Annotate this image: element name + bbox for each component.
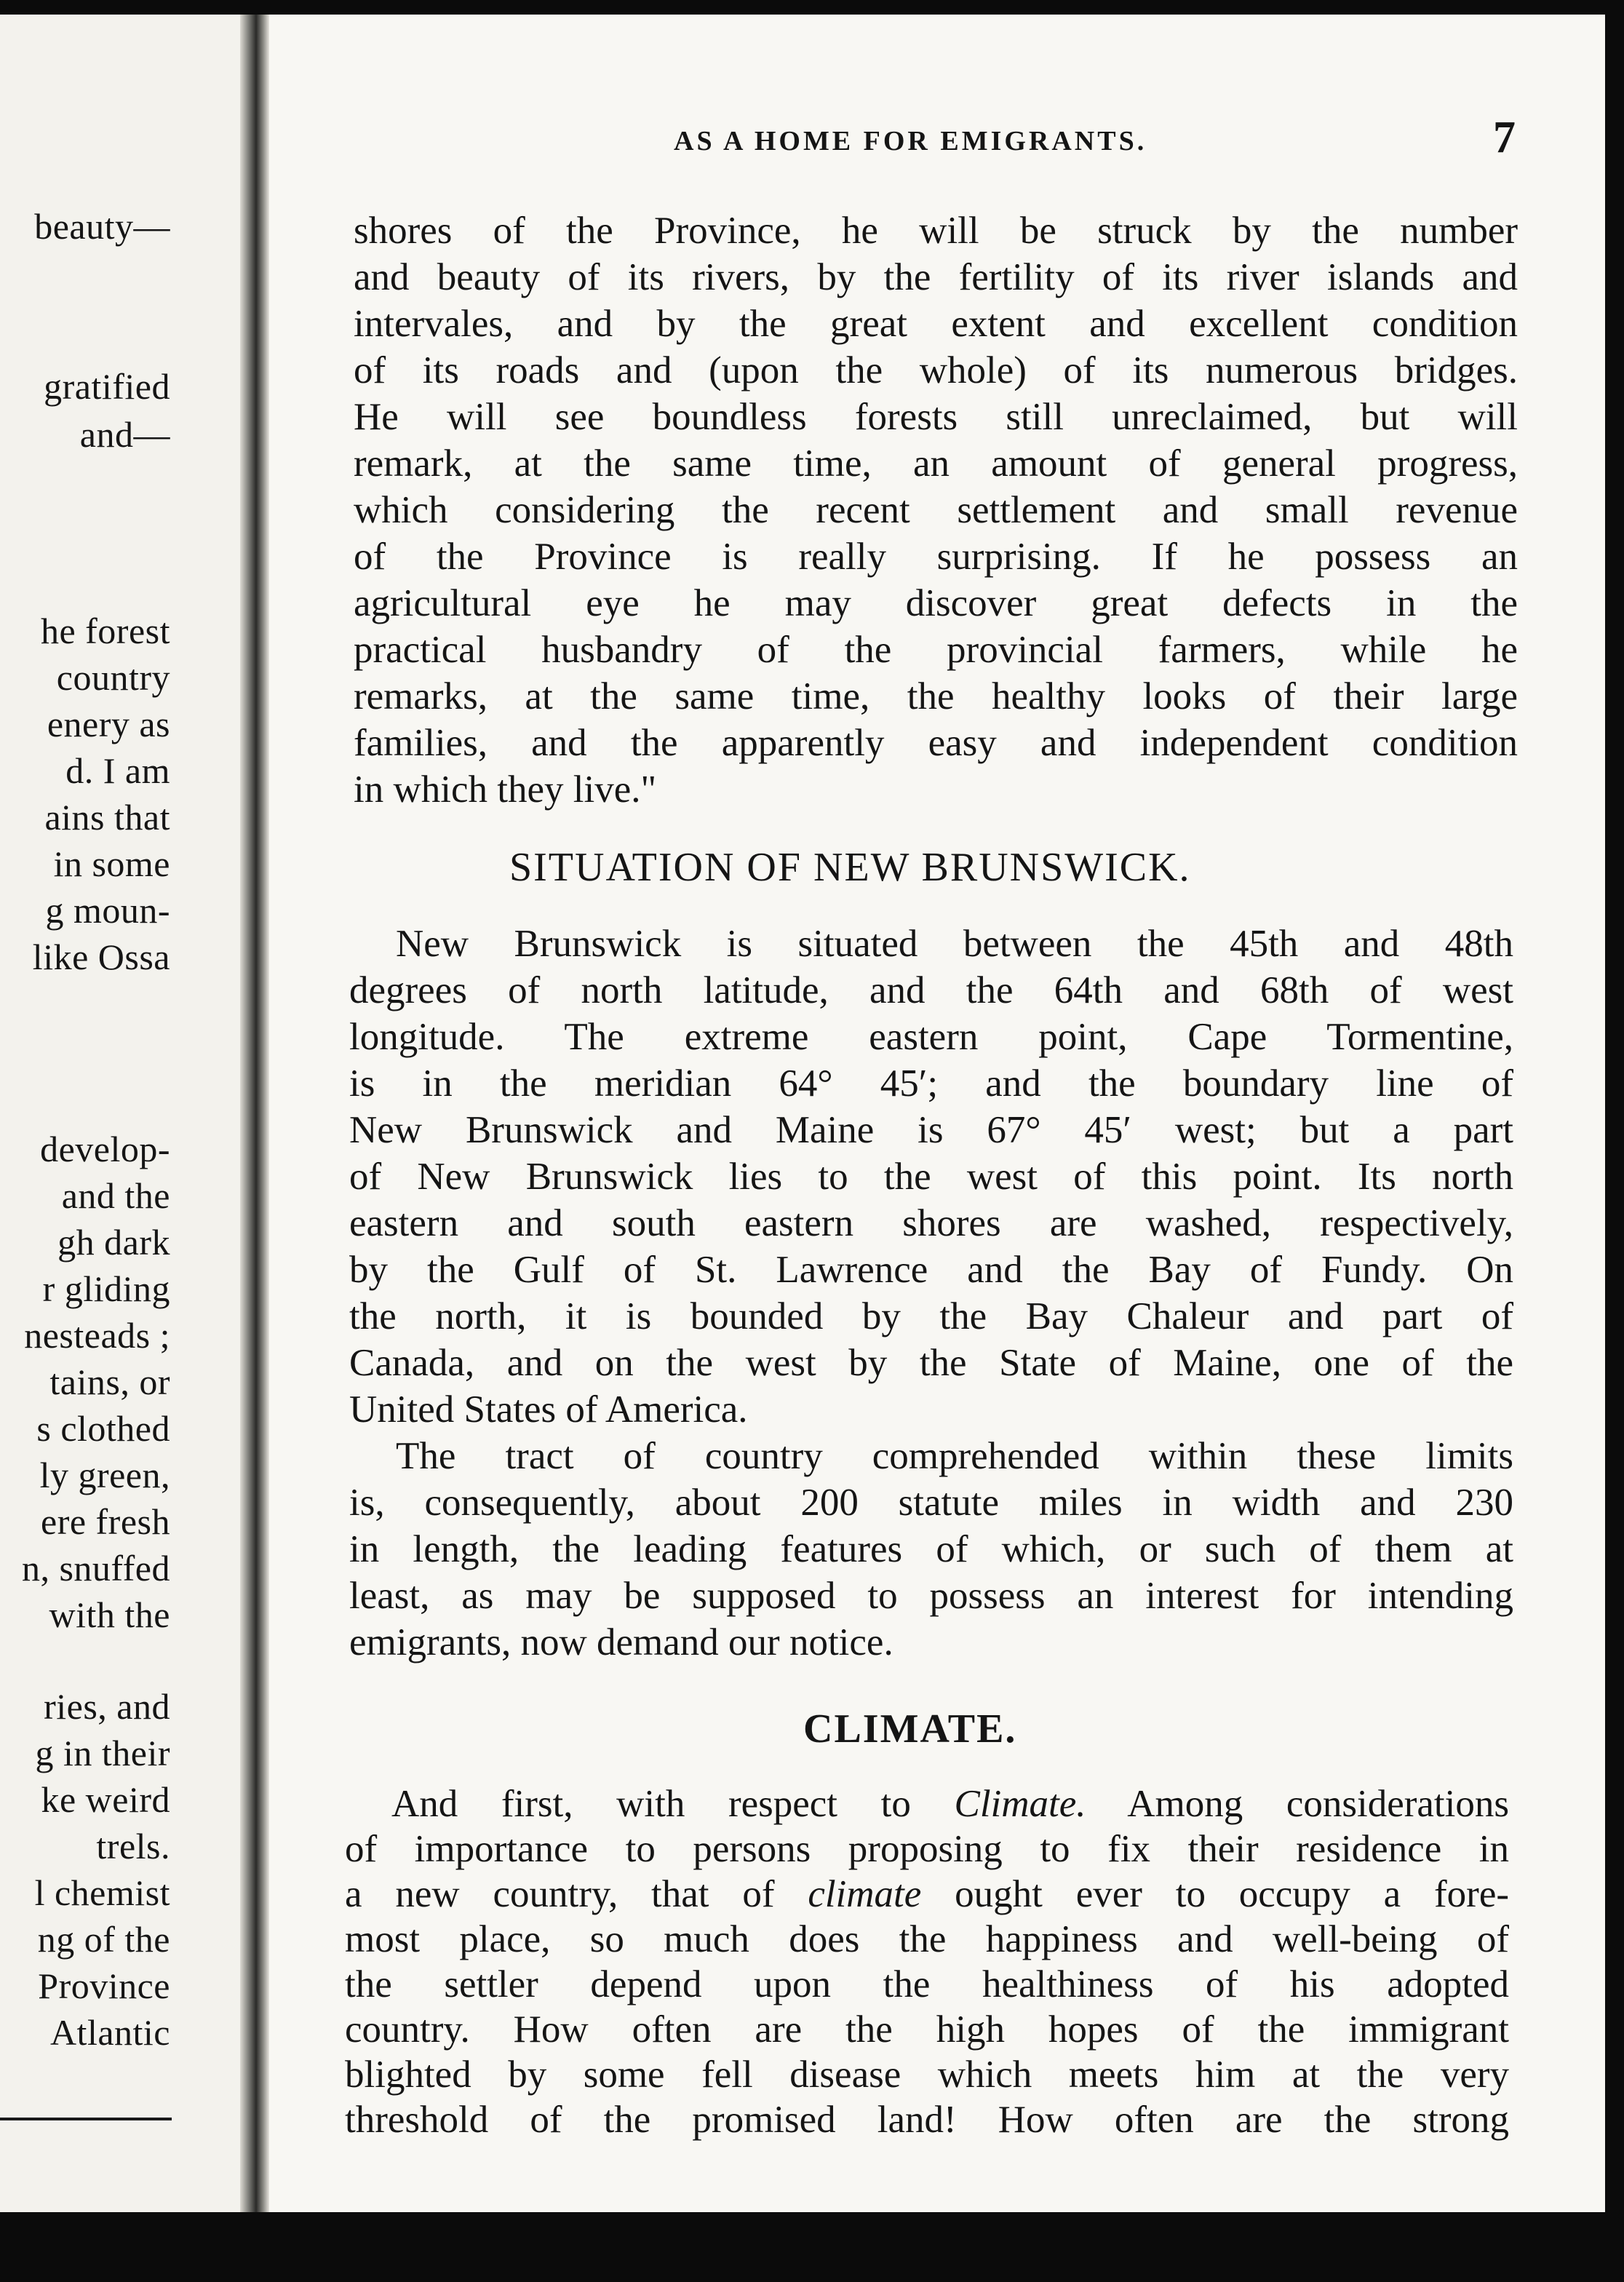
left-page-line: with the	[49, 1594, 170, 1635]
footnote-rule	[0, 2118, 172, 2120]
book-gutter	[240, 15, 269, 2212]
text-run: And first, with respect to	[391, 1783, 955, 1825]
text-line: of New Brunswick lies to the west of this point. Its north	[349, 1156, 1513, 1198]
left-facing-page	[0, 15, 252, 2212]
text-line: is, consequently, about 200 statute miles in width and 230	[349, 1482, 1513, 1524]
text-line: The tract of country comprehended within these limits	[396, 1435, 1513, 1477]
scan-border-top	[0, 0, 1624, 15]
left-page-line: Province	[38, 1965, 170, 2006]
text-line: longitude. The extreme eastern point, Cape Tormentine,	[349, 1016, 1513, 1058]
climate-paragraph	[345, 1781, 1509, 2160]
left-page-line: like Ossa	[32, 937, 170, 977]
section-heading-climate: CLIMATE.	[803, 1706, 1017, 1752]
text-line: New Brunswick and Maine is 67° 45′ west; but a part	[349, 1109, 1513, 1151]
left-page-line: r gliding	[42, 1268, 170, 1309]
scan-border-right	[1605, 0, 1624, 2282]
left-page-line: Atlantic	[49, 2012, 170, 2053]
left-page-line: and—	[79, 414, 170, 455]
text-line: which considering the recent settlement and small revenue	[354, 489, 1518, 531]
text-run: Among considerations	[1086, 1783, 1509, 1825]
left-page-line: ains that	[44, 797, 170, 838]
text-line: eastern and south eastern shores are washed, respectively,	[349, 1202, 1513, 1244]
page-number: 7	[1493, 113, 1516, 162]
running-head: AS A HOME FOR EMIGRANTS.	[674, 126, 1147, 156]
text-line: of the Province is really surprising. If he possess an	[354, 536, 1518, 578]
text-line: remark, at the same time, an amount of general progress,	[354, 442, 1518, 485]
text-line: shores of the Province, he will be struck by the number	[354, 210, 1518, 252]
left-page-line: s clothed	[36, 1408, 170, 1449]
text-line: degrees of north latitude, and the 64th and 68th of west	[349, 969, 1513, 1011]
left-page-line: country	[56, 657, 170, 698]
text-line: emigrants, now demand our notice.	[349, 1621, 893, 1663]
text-line: in which they live."	[354, 768, 657, 811]
text-run: ought ever to occupy a fore-	[921, 1873, 1509, 1915]
left-page-line: ly green,	[39, 1455, 170, 1495]
text-line: intervales, and by the great extent and excellent condition	[354, 303, 1518, 345]
situation-paragraphs	[349, 921, 1513, 1663]
left-page-line: nesteads ;	[24, 1315, 170, 1356]
text-line: least, as may be supposed to possess an interest for intending	[349, 1575, 1513, 1617]
left-page-line: in some	[53, 843, 170, 884]
text-line: families, and the apparently easy and independent condition	[354, 722, 1518, 764]
italic-term-climate: Climate.	[954, 1783, 1086, 1825]
text-line: is in the meridian 64° 45′; and the boundary line of	[349, 1062, 1513, 1105]
left-page-line: g moun-	[45, 890, 170, 931]
text-line: United States of America.	[349, 1388, 748, 1431]
left-page-line: n, snuffed	[21, 1548, 170, 1589]
scan-border-bottom	[0, 2212, 1624, 2282]
text-run: a new country, that of	[345, 1873, 808, 1915]
text-line: the settler depend upon the healthiness of his adopted	[345, 1963, 1509, 2005]
left-page-line: ng of the	[37, 1919, 170, 1960]
left-page-line: develop-	[40, 1129, 170, 1169]
text-line: New Brunswick is situated between the 45th and 48th	[396, 923, 1513, 965]
text-line: threshold of the promised land! How often are the strong	[345, 2099, 1509, 2141]
text-line: country. How often are the high hopes of the immigrant	[345, 2008, 1509, 2051]
text-line: remarks, at the same time, the healthy looks of their large	[354, 675, 1518, 717]
left-page-line: d. I am	[65, 750, 170, 791]
text-line: He will see boundless forests still unreclaimed, but will	[354, 396, 1518, 438]
italic-term-climate: climate	[808, 1873, 922, 1915]
text-line: the north, it is bounded by the Bay Chaleur and part of	[349, 1295, 1513, 1337]
text-line: of importance to persons proposing to fix their residence in	[345, 1828, 1509, 1870]
left-page-line: beauty—	[34, 206, 170, 247]
left-page-line: gratified	[44, 366, 170, 407]
text-line	[391, 1781, 1509, 1826]
text-line: agricultural eye he may discover great defects in the	[354, 582, 1518, 624]
left-page-line: enery as	[47, 704, 170, 744]
left-page-line: g in their	[35, 1733, 170, 1773]
left-page-line: l chemist	[34, 1872, 170, 1913]
left-page-line: ere fresh	[41, 1501, 170, 1542]
text-line: Canada, and on the west by the State of Maine, one of the	[349, 1342, 1513, 1384]
text-line: blighted by some fell disease which meets him at the very	[345, 2054, 1509, 2096]
left-page-line: he forest	[40, 611, 170, 651]
text-line: most place, so much does the happiness and well-being of	[345, 1918, 1509, 1960]
text-line: in length, the leading features of which, or such of them at	[349, 1528, 1513, 1570]
text-line: practical husbandry of the provincial farmers, while he	[354, 629, 1518, 671]
text-line: by the Gulf of St. Lawrence and the Bay of Fundy. On	[349, 1249, 1513, 1291]
quote-paragraph	[354, 208, 1518, 811]
section-heading-situation: SITUATION OF NEW BRUNSWICK.	[509, 845, 1191, 890]
left-page-line: gh dark	[57, 1222, 170, 1263]
text-line	[345, 1872, 1509, 1917]
left-page-line: trels.	[96, 1826, 170, 1866]
left-page-line: ries, and	[44, 1686, 170, 1727]
left-page-line: ke weird	[41, 1779, 170, 1820]
left-page-line: and the	[61, 1175, 170, 1216]
text-line: of its roads and (upon the whole) of its numerous bridges.	[354, 349, 1518, 391]
text-line: and beauty of its rivers, by the fertility of its river islands and	[354, 256, 1518, 298]
left-page-line: tains, or	[49, 1361, 170, 1402]
